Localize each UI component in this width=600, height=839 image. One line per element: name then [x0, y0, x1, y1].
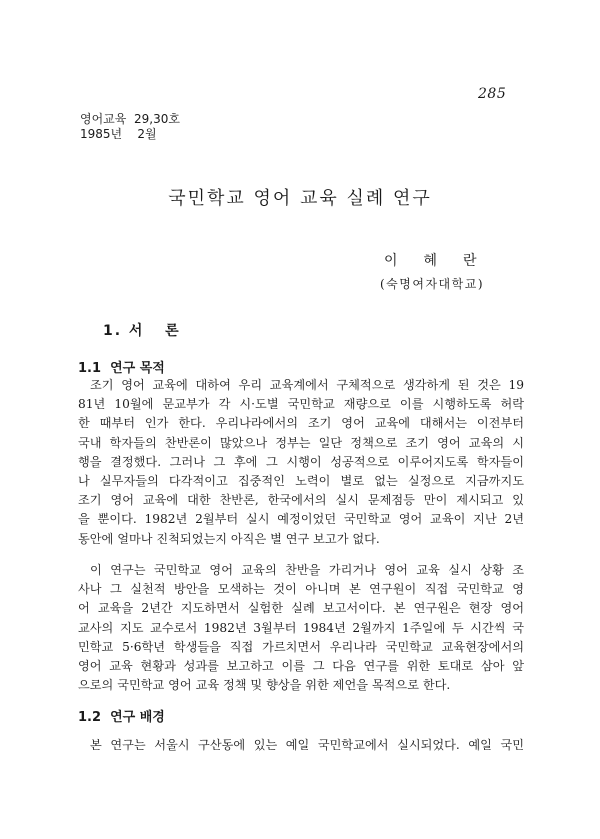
journal-issue: 영어교육 29,30호 — [80, 112, 180, 126]
text-line: 을 뿐이다. 1982년 2월부터 실시 예정이었던 국민학교 영어 교육이 지난 2년 — [78, 512, 524, 527]
text-line: 행을 결정했다. 그러나 그 후에 그 시행이 성공적으로 이루어지도록 학자들이 — [78, 454, 524, 469]
text-line: 으로의 국민학교 영어 교육 정책 및 향상을 위한 제언을 목적으로 한다. — [78, 678, 451, 693]
text-line: 조기 영어 교육에 대한 찬반론, 한국에서의 실시 문제점등 만이 제시되고 있 — [78, 493, 524, 508]
journal-date: 1985년 2월 — [80, 127, 157, 141]
paragraph-purpose-1 — [78, 376, 524, 549]
text-line: 한 때부터 인가 한다. 우리나라에서의 조기 영어 교육에 대해서는 이전부터 — [78, 416, 524, 431]
subsection-heading-purpose: 1.1 연구 목적 — [78, 361, 165, 376]
text-line: 국내 학자들의 찬반론이 많았으나 정부는 일단 정책으로 조기 영어 교육의 시 — [78, 435, 524, 450]
text-line: 교사의 지도 교수로서 1982년 3월부터 1984년 2월까지 1주일에 두 시간씩 국 — [78, 620, 524, 635]
text-line: 영어 교육 현황과 성과를 보고하고 이를 그 다음 연구를 위한 토대로 삼아 앞 — [78, 659, 524, 674]
text-line: 동안에 얼마나 진척되었는지 아직은 별 연구 보고가 없다. — [78, 531, 380, 546]
text-line: 사나 그 실천적 방안을 모색하는 것이 아니며 본 연구원이 직접 국민학교 영 — [78, 582, 524, 597]
paper-title: 국민학교 영어 교육 실례 연구 — [168, 188, 432, 209]
text-line: 민학교 5·6학년 학생들을 직접 가르치면서 우리나라 국민학교 교육현장에서의 — [78, 639, 524, 654]
text-line: 81년 10월에 문교부가 각 시·도별 국민학교 재량으로 이를 시행하도록 허락 — [78, 397, 524, 412]
paragraph-purpose-2 — [78, 561, 524, 695]
author-name: 이혜란 — [384, 253, 503, 269]
page-number: 285 — [478, 86, 507, 102]
text-line: 나 실무자들의 다각적이고 집중적인 노력이 별로 없는 실정으로 지금까지도 — [78, 474, 524, 489]
text-line: 이 연구는 국민학교 영어 교육의 찬반을 가리거나 영어 교육 실시 상황 조 — [90, 563, 524, 577]
paragraph-background-1 — [78, 736, 524, 755]
text-line: 본 연구는 서울시 구산동에 있는 예일 국민학교에서 실시되었다. 예일 국민 — [90, 738, 524, 752]
text-line: 조기 영어 교육에 대하여 우리 교육계에서 구체적으로 생각하게 된 것은 19 — [90, 378, 524, 392]
text-line: 어 교육을 2년간 지도하면서 실험한 실례 보고서이다. 본 연구원은 현장 영어 — [78, 601, 524, 616]
author-affiliation: (숙명여자대학교) — [380, 277, 485, 291]
journal-info — [80, 112, 180, 142]
subsection-heading-background: 1.2 연구 배경 — [78, 710, 165, 725]
section-heading-introduction: 1. 서 론 — [103, 323, 181, 339]
